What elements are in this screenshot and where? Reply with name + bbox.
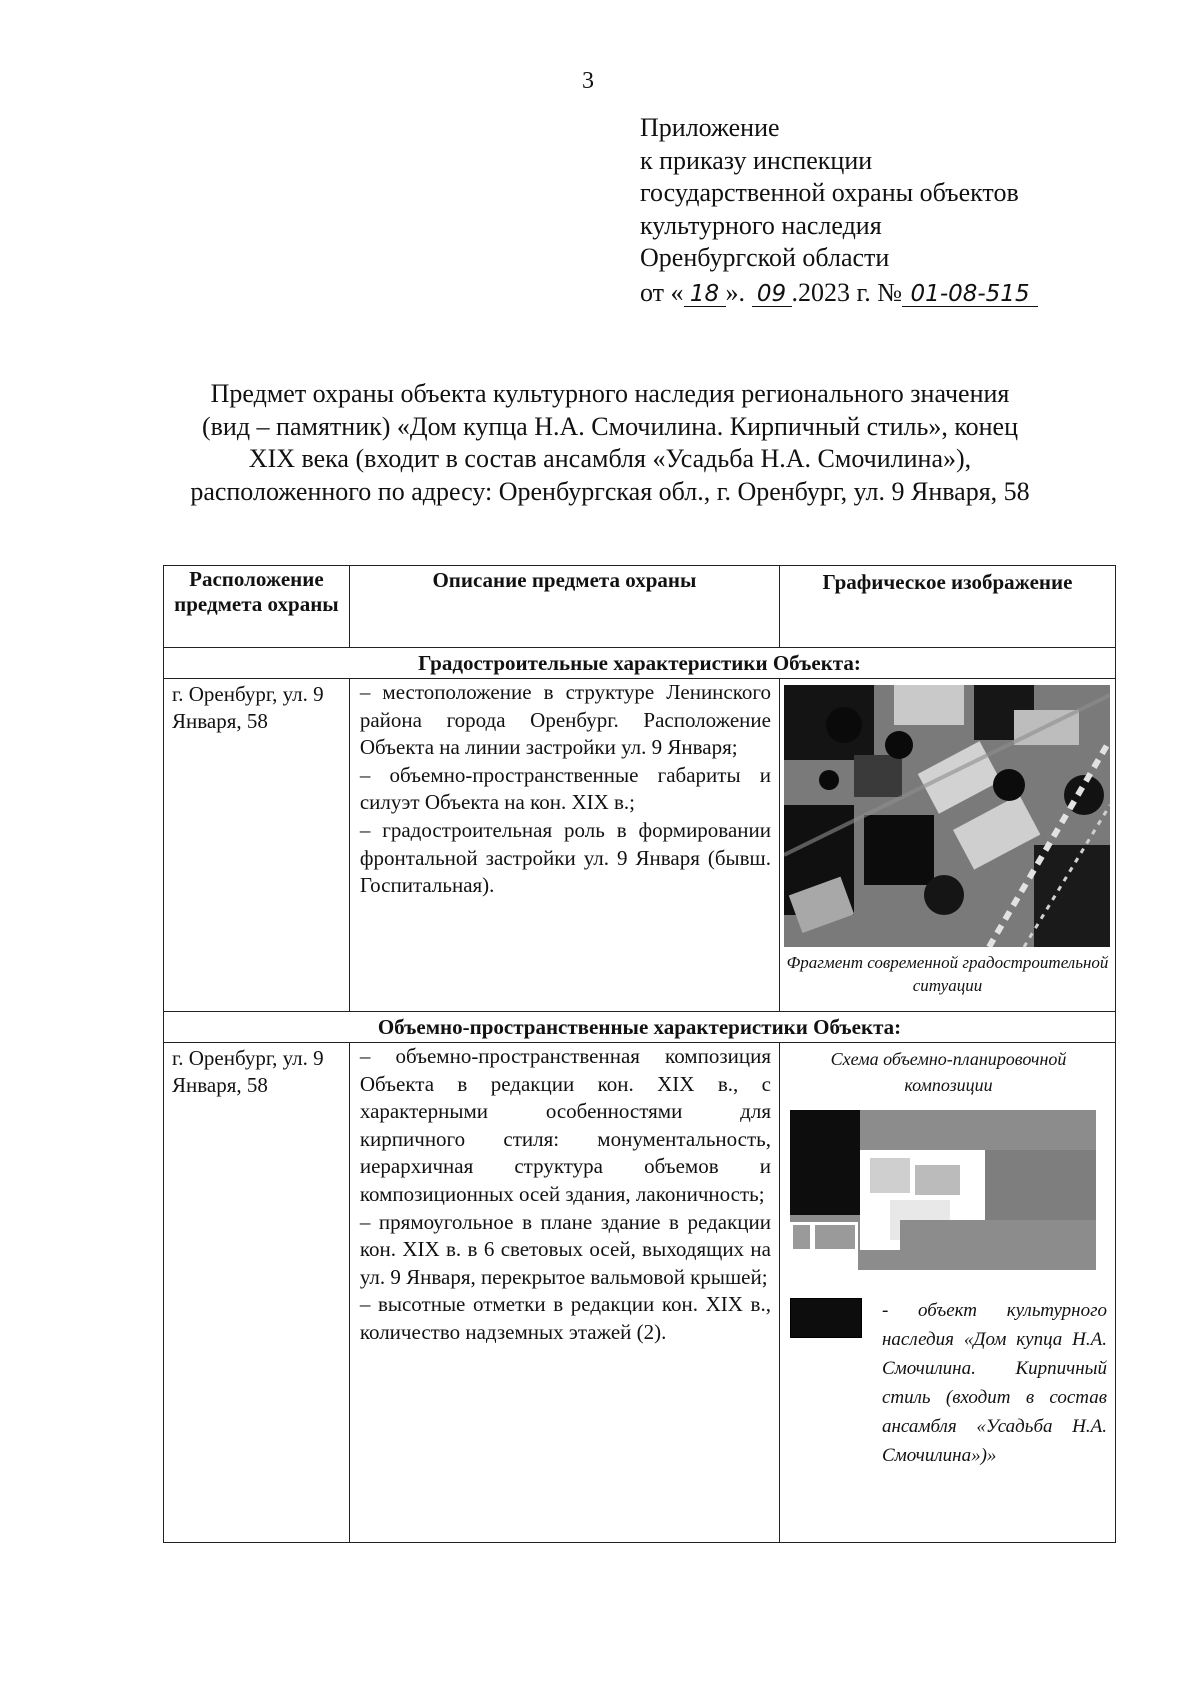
description-item: – градостроительная роль в формировании фронтальной застройки ул. 9 Января (бывш. Госпитальная).: [359, 817, 771, 898]
table-row: [164, 1043, 1116, 1543]
graphic-cell: [779, 679, 1115, 1012]
description-cell: [349, 1043, 779, 1543]
header-graphic: Графическое изображение: [779, 566, 1115, 648]
title-line: Предмет охраны объекта культурного наследия регионального значения: [210, 379, 1010, 408]
section-row: [164, 648, 1116, 679]
appendix-block: [640, 112, 1038, 309]
table-row: [164, 679, 1116, 1012]
description-item: – местоположение в структуре Ленинского района города Оренбург. Расположение Объекта на линии застройки ул. 9 Января;: [359, 680, 771, 760]
description-item: – прямоугольное в плане здание в редакции кон. XIX в. в 6 световых осей, выходящих на ул. 9 Января, перекрытое вальмовой крышей;: [359, 1209, 771, 1289]
urban-situation-map-image: [784, 685, 1110, 947]
table-header-row: [164, 566, 1116, 648]
section-title-volumetric: Объемно-пространственные характеристики Объекта:: [164, 1012, 1116, 1043]
section-title-urban: Градостроительные характеристики Объекта:: [164, 648, 1116, 679]
title-line: XIX века (входит в состав ансамбля «Усадьба Н.А. Смочилина»),: [248, 444, 972, 473]
appendix-line: Оренбургской области: [640, 243, 890, 272]
graphic-cell: [779, 1043, 1115, 1543]
header-description: Описание предмета охраны: [349, 566, 779, 648]
description-item: – объемно-пространственная композиция Объекта в редакции кон. XIX в., с характерными особенностями для кирпичного стиля: монументальность, иерархичная структура объемов и композиционных осей здания, лаконичность;: [359, 1044, 771, 1206]
legend: [790, 1296, 1107, 1470]
description-item: – высотные отметки в редакции кон. XIX в., количество надземных этажей (2).: [359, 1292, 771, 1344]
protection-subject-table: [163, 565, 1116, 1543]
title-line: расположенного по адресу: Оренбургская обл., г. Оренбург, ул. 9 Января, 58: [190, 476, 1030, 506]
handwritten-month: 09: [752, 282, 792, 307]
volumetric-scheme-image: [790, 1110, 1096, 1270]
description-cell: [349, 679, 779, 1012]
map-caption: Фрагмент современной градостроительной ситуации: [786, 953, 1109, 995]
handwritten-day: 18: [684, 282, 726, 307]
page-number: 3: [582, 68, 594, 94]
date-mid: ».: [725, 277, 752, 307]
description-item: – объемно-пространственные габариты и силуэт Объекта на кон. XIX в.;: [359, 762, 771, 815]
date-prefix: от «: [640, 277, 684, 307]
legend-swatch: [790, 1298, 862, 1338]
appendix-line: к приказу инспекции: [640, 145, 873, 175]
order-date-line: [640, 277, 1038, 310]
appendix-line: культурного наследия: [640, 210, 882, 240]
handwritten-order-number: 01-08-515: [902, 282, 1038, 307]
legend-text: - объект культурного наследия «Дом купца Н.А. Смочилина. Кирпичный стиль (входит в состав ансамбля «Усадьба Н.А. Смочилина»)»: [881, 1300, 1107, 1466]
header-location: Расположение предмета охраны: [164, 566, 350, 648]
location-cell: г. Оренбург, ул. 9 Января, 58: [164, 1043, 350, 1543]
date-year: .2023 г. №: [791, 277, 903, 307]
location-cell: г. Оренбург, ул. 9 Января, 58: [164, 679, 350, 1012]
appendix-line: государственной охраны объектов: [640, 178, 1019, 207]
appendix-line: Приложение: [640, 113, 780, 142]
document-title: [130, 378, 1090, 508]
title-line: (вид – памятник) «Дом купца Н.А. Смочилина. Кирпичный стиль», конец: [201, 411, 1019, 441]
scheme-caption: Схема объемно-планировочной композиции: [830, 1049, 1067, 1095]
section-row: [164, 1012, 1116, 1043]
